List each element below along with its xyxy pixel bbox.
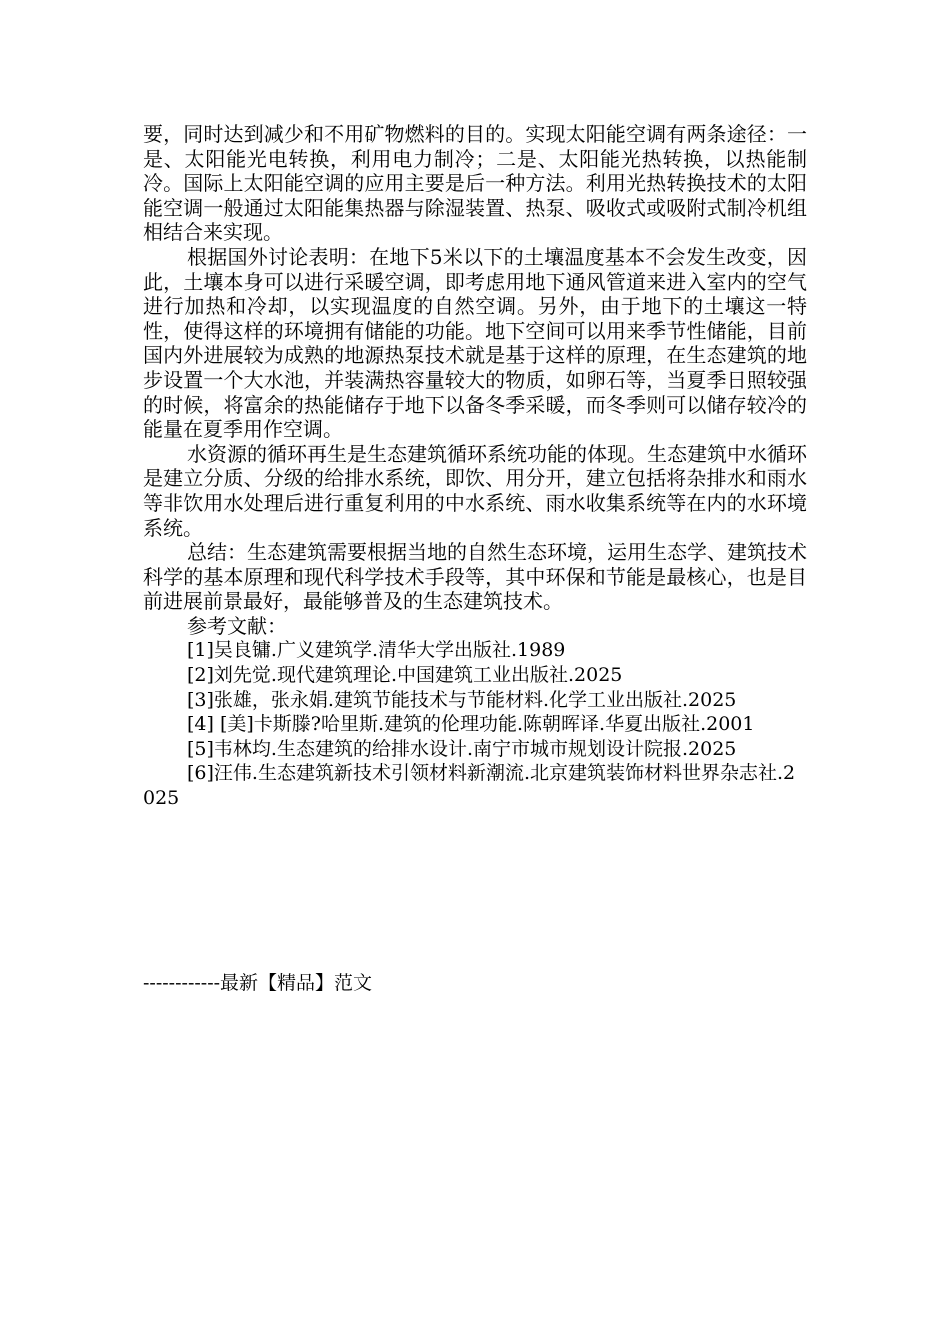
paragraph-ground-storage: 根据国外讨论表明：在地下5米以下的土壤温度基本不会发生改变，因此，土壤本身可以进行采暖空调，即考虑用地下通风管道来进入室内的空气进行加热和冷却，以实现温度的自然空调。另外，由于地下的土壤这一特性，使得这样的环境拥有储能的功能。地下空间可以用来季节性储能，目前国内外进展较为成熟的地源热泵技术就是基于这样的原理，在生态建筑的地步设置一个大水池，并装满热容量较大的物质，如卵石等，当夏季日照较强的时候，将富余的热能储存于地下以备冬季采暖，而冬季则可以储存较冷的能量在夏季用作空调。 — [143, 244, 807, 442]
document-body — [143, 122, 807, 811]
reference-item: [1]吴良镛.广义建筑学.清华大学出版社.1989 — [187, 639, 566, 662]
paragraph-solar-ac: 要，同时达到减少和不用矿物燃料的目的。实现太阳能空调有两条途径：一是、太阳能光电转换，利用电力制冷；二是、太阳能光热转换，以热能制冷。国际上太阳能空调的应用主要是后一种方法。利用光热转换技术的太阳能空调一般通过太阳能集热器与除湿装置、热泵、吸收式或吸附式制冷机组相结合来实现。 — [143, 122, 807, 245]
paragraph-summary: 总结：生态建筑需要根据当地的自然生态环境，运用生态学、建筑技术科学的基本原理和现代科学技术手段等，其中环保和节能是最核心，也是目前进展前景最好，最能够普及的生态建筑技术。 — [143, 540, 807, 614]
reference-item: [2]刘先觉.现代建筑理论.中国建筑工业出版社.2025 — [187, 664, 623, 687]
footer-text: ------------最新【精品】范文 — [143, 972, 373, 994]
reference-item: [3]张雄，张永娟.建筑节能技术与节能材料.化学工业出版社.2025 — [187, 688, 737, 711]
reference-item: [6]汪伟.生态建筑新技术引领材料新潮流.北京建筑装饰材料世界杂志社.2025 — [143, 762, 796, 810]
reference-item: [5]韦林均.生态建筑的给排水设计.南宁市城市规划设计院报.2025 — [187, 737, 737, 760]
references-heading: 参考文献： — [187, 613, 287, 638]
reference-item: [4] [美]卡斯滕?哈里斯.建筑的伦理功能.陈朝晖译.华夏出版社.2001 — [187, 713, 755, 736]
references-list — [143, 638, 807, 810]
paragraph-water-recycling: 水资源的循环再生是生态建筑循环系统功能的体现。生态建筑中水循环是建立分质、分级的给排水系统，即饮、用分开，建立包括将杂排水和雨水等非饮用水处理后进行重复利用的中水系统、雨水收集系统等在内的水环境系统。 — [143, 441, 807, 540]
